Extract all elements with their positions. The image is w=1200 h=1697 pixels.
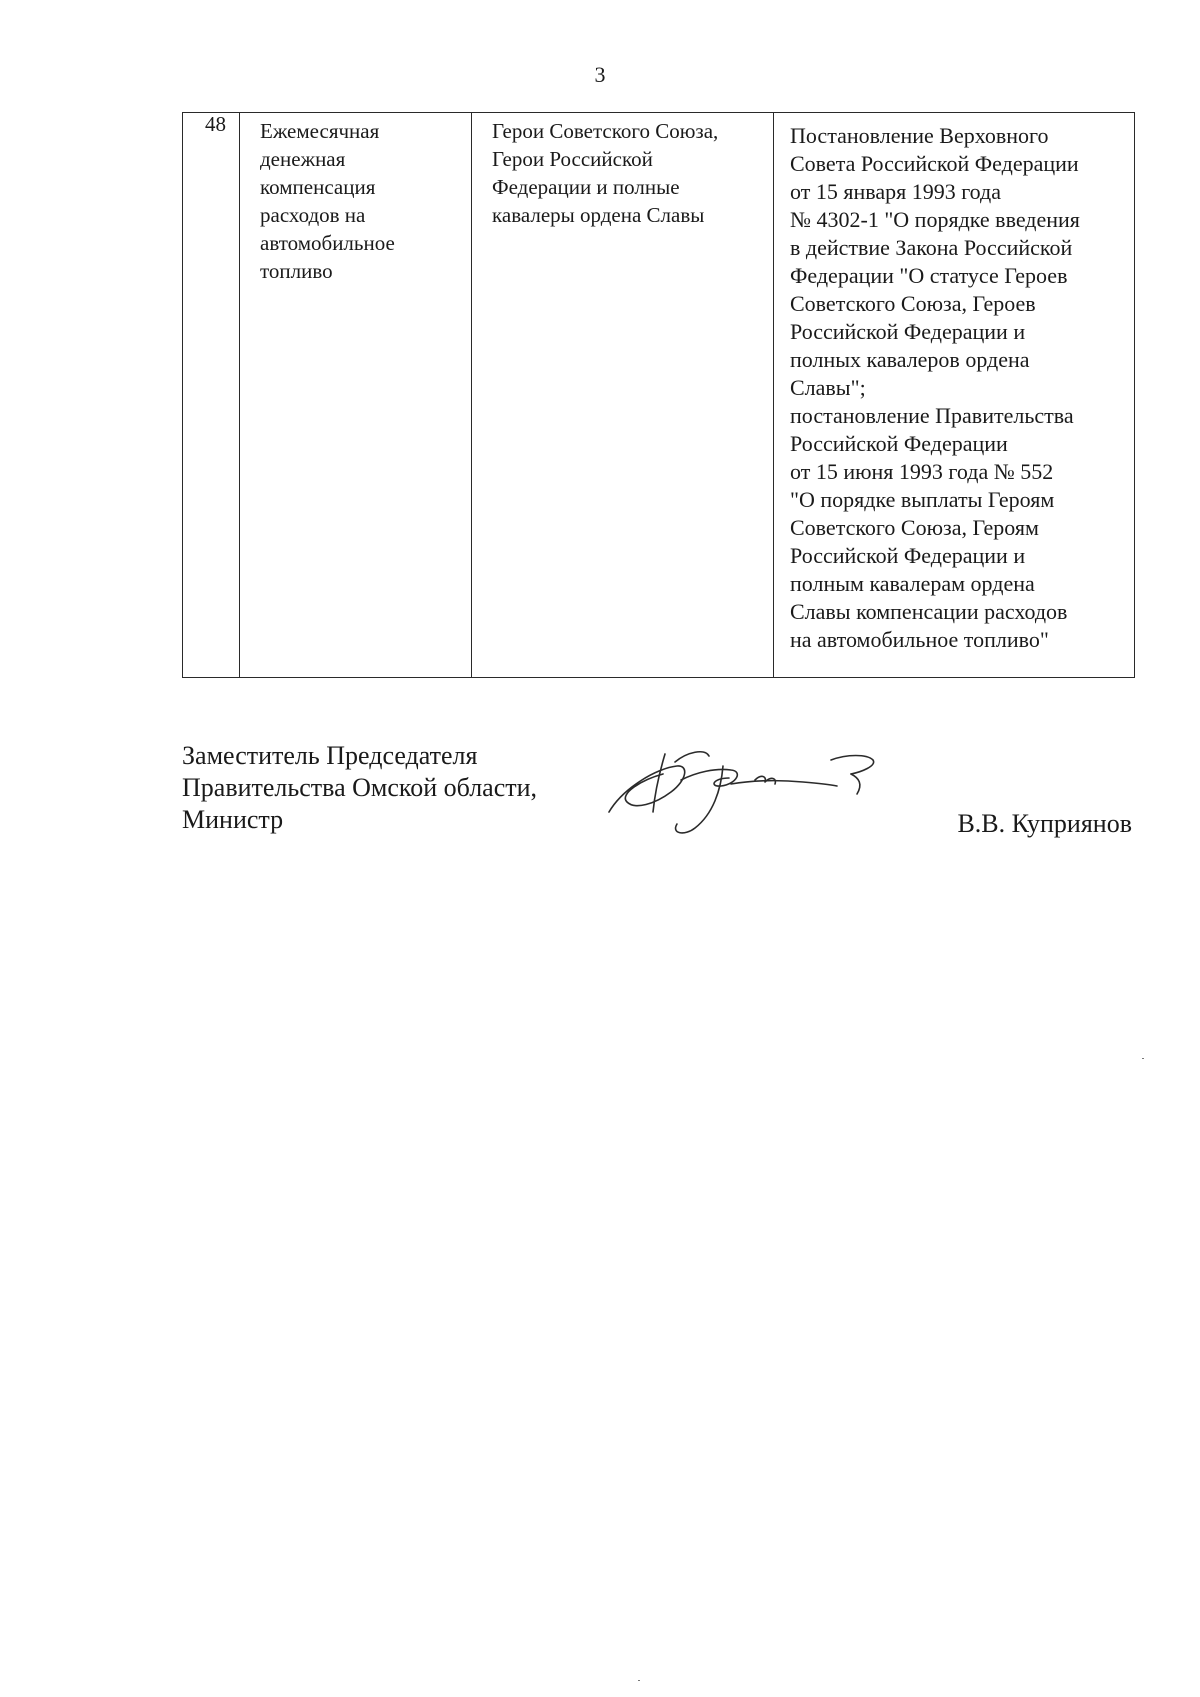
- recipients-cell: [472, 113, 774, 678]
- legal-basis: [774, 113, 1134, 654]
- benefit-name-line: расходов на: [260, 203, 366, 227]
- signatory-title-line: Заместитель Председателя: [182, 741, 478, 770]
- legal-basis-line: от 15 июня 1993 года № 552: [790, 459, 1054, 484]
- legal-basis-cell: [774, 113, 1135, 678]
- legal-basis-line: Российской Федерации и: [790, 543, 1026, 568]
- legal-basis-line: на автомобильное топливо": [790, 627, 1049, 652]
- recipients: [472, 113, 773, 229]
- recipients-line: Федерации и полные: [492, 175, 680, 199]
- legal-basis-line: Советского Союза, Героям: [790, 515, 1039, 540]
- legal-basis-line: полным кавалерам ордена: [790, 571, 1035, 596]
- recipients-line: Герои Советского Союза,: [492, 119, 719, 143]
- handwritten-signature: [605, 740, 885, 850]
- legal-basis-line: "О порядке выплаты Героям: [790, 487, 1055, 512]
- legal-basis-line: Постановление Верховного: [790, 123, 1049, 148]
- table-row: [183, 113, 1135, 678]
- legal-basis-line: Славы";: [790, 375, 866, 400]
- signatory-title: [182, 740, 537, 836]
- benefits-table: [182, 112, 1135, 678]
- recipients-line: Герои Российской: [492, 147, 653, 171]
- legal-basis-line: № 4302-1 "О порядке введения: [790, 207, 1080, 232]
- signatory-name: В.В. Куприянов: [957, 809, 1132, 838]
- legal-basis-line: полных кавалеров ордена: [790, 347, 1030, 372]
- legal-basis-line: Советского Союза, Героев: [790, 291, 1036, 316]
- legal-basis-line: постановление Правительства: [790, 403, 1074, 428]
- benefit-name-line: денежная: [260, 147, 346, 171]
- page-number: 3: [594, 62, 606, 87]
- signatory-title-line: Правительства Омской области,: [182, 773, 538, 802]
- legal-basis-line: Федерации "О статусе Героев: [790, 263, 1068, 288]
- legal-basis-line: Совета Российской Федерации: [790, 151, 1079, 176]
- benefit-name-line: Ежемесячная: [260, 119, 380, 143]
- row-number: 48: [205, 112, 226, 136]
- benefit-name-line: автомобильное: [260, 231, 395, 255]
- recipients-line: кавалеры ордена Славы: [492, 203, 705, 227]
- legal-basis-line: в действие Закона Российской: [790, 235, 1073, 260]
- signatory-title-line: Министр: [182, 805, 284, 834]
- benefit-name: [240, 113, 471, 285]
- scan-speck: [638, 1680, 640, 1681]
- benefit-name-line: компенсация: [260, 175, 376, 199]
- benefit-name-line: топливо: [260, 259, 333, 283]
- legal-basis-line: Российской Федерации и: [790, 319, 1026, 344]
- benefit-name-cell: [240, 113, 472, 678]
- row-number-cell: [183, 113, 240, 678]
- legal-basis-line: Славы компенсации расходов: [790, 599, 1068, 624]
- legal-basis-line: от 15 января 1993 года: [790, 179, 1001, 204]
- legal-basis-line: Российской Федерации: [790, 431, 1008, 456]
- scan-speck: [1142, 1058, 1144, 1059]
